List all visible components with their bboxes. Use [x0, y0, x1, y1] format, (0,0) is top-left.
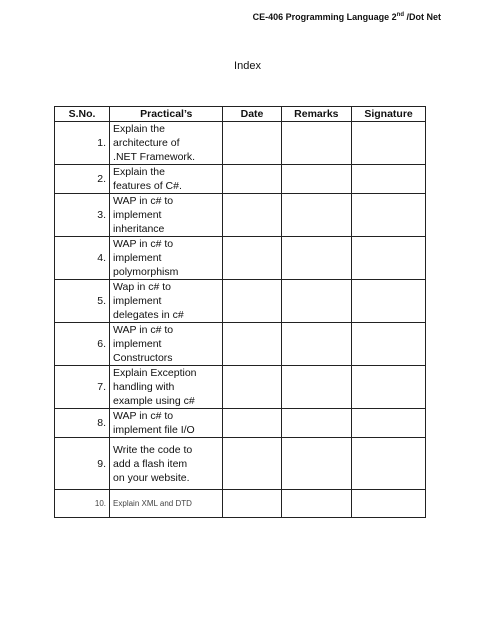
row-practical: [110, 323, 223, 366]
row-sno: 1.: [55, 122, 110, 165]
row-sno: 7.: [55, 366, 110, 409]
practical-line: .NET Framework.: [113, 151, 196, 163]
row-practical: [110, 280, 223, 323]
header-sno: S.No.: [55, 107, 110, 122]
row-signature: [352, 280, 426, 323]
practical-line: Explain the: [113, 166, 165, 178]
practical-line: implement: [113, 252, 162, 264]
header-practicals: Practical’s: [110, 107, 223, 122]
row-practical: [110, 438, 223, 490]
row-signature: [352, 409, 426, 438]
practical-line: Explain the: [113, 123, 165, 135]
row-date: [223, 165, 281, 194]
row-date: [223, 122, 281, 165]
row-signature: [352, 438, 426, 490]
row-signature: [352, 490, 426, 518]
header-signature: Signature: [352, 107, 426, 122]
row-remarks: [281, 194, 352, 237]
header-remarks: Remarks: [281, 107, 352, 122]
table-row: [55, 194, 426, 237]
table-row: [55, 438, 426, 490]
practical-line: implement: [113, 209, 162, 221]
row-practical: [110, 165, 223, 194]
practical-line: Constructors: [113, 352, 173, 364]
row-date: [223, 323, 281, 366]
row-sno: 3.: [55, 194, 110, 237]
table-row: [55, 490, 426, 518]
row-remarks: [281, 323, 352, 366]
practical-line: Explain Exception: [113, 367, 197, 379]
practical-line: WAP in c# to: [113, 324, 174, 336]
row-date: [223, 366, 281, 409]
row-sno: 2.: [55, 165, 110, 194]
practical-line: on your website.: [113, 471, 190, 484]
table-row: [55, 280, 426, 323]
row-sno: 9.: [55, 438, 110, 490]
row-date: [223, 438, 281, 490]
row-remarks: [281, 438, 352, 490]
practical-line: inheritance: [113, 223, 165, 235]
practical-line: polymorphism: [113, 266, 179, 278]
row-sno: 10.: [55, 490, 110, 518]
row-signature: [352, 194, 426, 237]
practical-line: architecture of: [113, 137, 180, 149]
row-remarks: [281, 280, 352, 323]
header-suffix: /Dot Net: [404, 12, 441, 22]
row-date: [223, 194, 281, 237]
row-signature: [352, 366, 426, 409]
row-remarks: [281, 366, 352, 409]
row-date: [223, 237, 281, 280]
table-row: [55, 165, 426, 194]
practical-line: implement: [113, 295, 162, 307]
row-remarks: [281, 122, 352, 165]
row-date: [223, 280, 281, 323]
practical-line: add a flash item: [113, 457, 188, 470]
row-sno: 5.: [55, 280, 110, 323]
practical-line: Explain XML and DTD: [113, 498, 192, 508]
practical-line: features of C#.: [113, 180, 182, 192]
row-signature: [352, 323, 426, 366]
header-superscript: nd: [396, 12, 404, 18]
document-header: [253, 12, 441, 22]
practical-line: implement file I/O: [113, 424, 195, 436]
table-header-row: [55, 107, 426, 122]
table-row: [55, 323, 426, 366]
table-row: [55, 366, 426, 409]
practical-line: handling with: [113, 381, 175, 393]
practical-line: example using c#: [113, 395, 195, 407]
row-sno: 6.: [55, 323, 110, 366]
row-remarks: [281, 490, 352, 518]
row-practical: [110, 122, 223, 165]
row-practical: [110, 194, 223, 237]
practical-line: WAP in c# to: [113, 195, 174, 207]
practical-line: delegates in c#: [113, 309, 184, 321]
table-row: [55, 409, 426, 438]
header-course: CE-406 Programming Language 2: [252, 12, 397, 22]
row-signature: [352, 122, 426, 165]
row-date: [223, 409, 281, 438]
row-practical: [110, 490, 223, 518]
row-signature: [352, 165, 426, 194]
row-date: [223, 490, 281, 518]
row-sno: 8.: [55, 409, 110, 438]
practical-line: Write the code to: [113, 443, 193, 456]
row-remarks: [281, 165, 352, 194]
row-sno: 4.: [55, 237, 110, 280]
practical-line: WAP in c# to: [113, 410, 174, 422]
row-practical: [110, 409, 223, 438]
row-practical: [110, 366, 223, 409]
row-signature: [352, 237, 426, 280]
row-remarks: [281, 409, 352, 438]
row-practical: [110, 237, 223, 280]
practical-line: implement: [113, 338, 162, 350]
practical-line: WAP in c# to: [113, 238, 174, 250]
page-title: Index: [234, 60, 261, 72]
header-date: Date: [223, 107, 281, 122]
index-table: [54, 106, 426, 518]
practical-line: Wap in c# to: [113, 281, 172, 293]
table-row: [55, 122, 426, 165]
row-remarks: [281, 237, 352, 280]
table-row: [55, 237, 426, 280]
